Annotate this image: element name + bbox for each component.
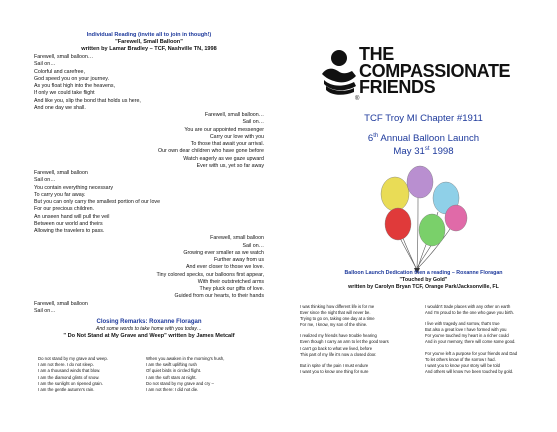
verse-line: I am the sunlight on ripened grain. xyxy=(38,380,103,386)
poem-line: And ever closer to those we love. xyxy=(185,264,264,271)
verse-line: But in spite of the pain I must endure xyxy=(300,362,369,368)
verse-line: I am a thousand winds that blow. xyxy=(38,368,101,374)
touched-by-gold-author: written by Carolyn Bryan TCF, Orange Park/Jacksonville, FL xyxy=(348,284,499,290)
date-line: May 31st 1998 xyxy=(393,146,454,158)
poem-line: Farewell, small balloon… xyxy=(204,112,264,118)
poem-line: For our precious children. xyxy=(34,206,95,213)
logo-line-the: THE xyxy=(359,44,394,64)
touched-by-gold-column-1 xyxy=(300,304,389,375)
verse-line: I wouldn't trade places with any other on earth xyxy=(425,304,511,309)
poem-line: Between our world and theirs xyxy=(34,220,103,227)
verse-line: Trying to go on, taking one day at a time xyxy=(300,316,375,322)
verse-line: But also a great love I have formed with you xyxy=(425,327,507,333)
touched-by-gold-title: "Touched by Gold" xyxy=(399,277,448,283)
verse-line: I can't go back to what we lived, before xyxy=(300,345,373,351)
poem-line: Growing ever smaller as we watch xyxy=(183,249,264,256)
poem-line: Farewell, small balloon… xyxy=(34,54,94,60)
poem-line: Sail on… xyxy=(242,119,264,126)
poem-line: They pluck our gifts of love. xyxy=(199,286,264,292)
logo-line-friends: FRIENDS xyxy=(359,77,436,97)
verse-line: I am not there: I did not die. xyxy=(146,387,199,393)
poem-line: But you can only carry the smallest portion of our love xyxy=(34,199,161,205)
poem-line: Sail on… xyxy=(242,242,264,249)
balloons-illustration xyxy=(360,160,470,280)
poem-line: God speed you on your journey. xyxy=(34,75,109,82)
poem-line: And like you, slip the bond that holds us here, xyxy=(34,97,141,104)
poem-line: Farewell, small balloon xyxy=(34,170,88,176)
verse-line: And I'm proud to be the one who gave you birth. xyxy=(425,310,515,316)
closing-poem-title: " Do Not Stand at My Grave and Weep" written by James Metcalf xyxy=(63,333,235,339)
reading-header: Individual Reading (invite all to join in though!) xyxy=(86,32,212,38)
balloon-green xyxy=(419,214,445,246)
left-page xyxy=(34,32,264,340)
poem-line: Ever with us, yet so far away xyxy=(196,162,264,169)
verse-line: Do not stand by my grave and weep. xyxy=(38,356,108,361)
chapter-line: TCF Troy MI Chapter #1911 xyxy=(364,113,483,124)
closing-poem-column-2 xyxy=(146,356,224,393)
closing-remarks-title: Closing Remarks: Roxanne Floragan xyxy=(96,319,202,325)
poem-line: Allowing the travelers to pass. xyxy=(34,228,105,234)
logo-line-compassionate: COMPASSIONATE xyxy=(359,60,511,81)
verse-line: For you've touched my heart in a richer could xyxy=(425,333,509,339)
poem-author: written by Lamar Bradley – TCF, Nashville TN, 1998 xyxy=(81,46,217,52)
balloon-purple xyxy=(407,166,433,198)
poem-line: To carry you far away. xyxy=(34,191,86,198)
poem-line: As you float high into the heavens, xyxy=(34,83,115,89)
verse-line: Ever since the night that will never be. xyxy=(300,310,371,316)
event-line: 6th Annual Balloon Launch xyxy=(367,133,480,145)
poem-line: You contain everything necessary xyxy=(34,184,114,191)
verse-line: I am the gentle autumn's rain. xyxy=(38,387,95,393)
poem-line: And one day we shall. xyxy=(34,104,86,111)
verse-line: Of quiet birds in circled flight. xyxy=(146,368,202,374)
dedication-caption: Balloon Launch Dedication then a reading – Roxanne Floragan xyxy=(344,270,503,276)
poem-line: If only we could take flight xyxy=(34,90,95,97)
poem-line: With their outstretched arms xyxy=(197,278,264,285)
verse-line: Do not stand by my grave and cry – xyxy=(146,380,214,386)
poem-line: Tiny colored specks, our balloons first appear, xyxy=(156,271,264,278)
verse-line: This part of my life it's now a closed door. xyxy=(300,351,377,357)
verse-line: I am the diamond glints of snow. xyxy=(38,374,100,380)
poem-line: Further away from us xyxy=(213,257,264,263)
logo-wordmark xyxy=(359,46,510,96)
poem-title: "Farewell, Small Balloon" xyxy=(115,39,183,45)
verse-line: For you've left a purpose for your friends and Dad xyxy=(425,350,518,356)
poem-line: Farewell, small balloon xyxy=(210,235,264,242)
verse-line: I am not there. I do not sleep. xyxy=(38,362,94,368)
poem-line: Colorful and carefree, xyxy=(34,68,85,75)
verse-line: I want you to know your story will be told xyxy=(425,362,500,368)
verse-line: For me, I know, my son of the shine. xyxy=(300,322,368,328)
verse-line: I am the soft stars at night. xyxy=(146,374,197,380)
verse-line: I was thinking how different life is for me xyxy=(300,304,375,309)
verse-line: And in your memory, there will come some good. xyxy=(425,339,516,345)
poem-line: Watch eagerly as we gaze upward xyxy=(183,155,264,162)
poem-line: Sail on… xyxy=(34,177,56,184)
balloon-red xyxy=(385,208,411,240)
poem-line: An unseen hand will pull the veil xyxy=(34,213,110,220)
registered-mark: ® xyxy=(355,96,360,102)
verse-line: To let others know of the sorrow I had. xyxy=(425,356,496,362)
closing-intro: And some words to take home with you today… xyxy=(96,326,202,332)
poem-line: Carry our love with you xyxy=(209,133,264,140)
touched-by-gold-column-2 xyxy=(425,304,517,375)
poem-line: Guided from our hearts, to their hands xyxy=(174,293,264,300)
verse-line: Even though I carry an arm to let the good tears xyxy=(300,339,389,345)
verse-line: I live with tragedy and sorrow, that's true xyxy=(425,321,500,327)
verse-line: I am the swift uplifting rush xyxy=(146,362,197,368)
poem-line: To those that await your arrival. xyxy=(190,141,264,147)
poem-line: You are our appointed messenger xyxy=(184,126,264,133)
verse-line: I want you to know one thing for sure xyxy=(300,368,369,374)
poem-farewell-small-balloon xyxy=(34,54,264,315)
poem-line: Sail on… xyxy=(34,307,56,314)
poem-line: Farewell, small balloon xyxy=(34,300,88,307)
verse-line: When you awaken in the morning's hush, xyxy=(146,356,225,361)
balloon-yellow xyxy=(381,177,409,211)
verse-line: I realized my friends have trouble hearing xyxy=(300,333,377,339)
balloon-pink xyxy=(445,205,467,231)
verse-line: And others will know I've been touched by gold. xyxy=(425,368,514,374)
poem-line: Our own dear children who have gone before xyxy=(157,148,264,155)
poem-line: Sail on… xyxy=(34,61,56,68)
closing-poem-column-1 xyxy=(38,356,108,393)
